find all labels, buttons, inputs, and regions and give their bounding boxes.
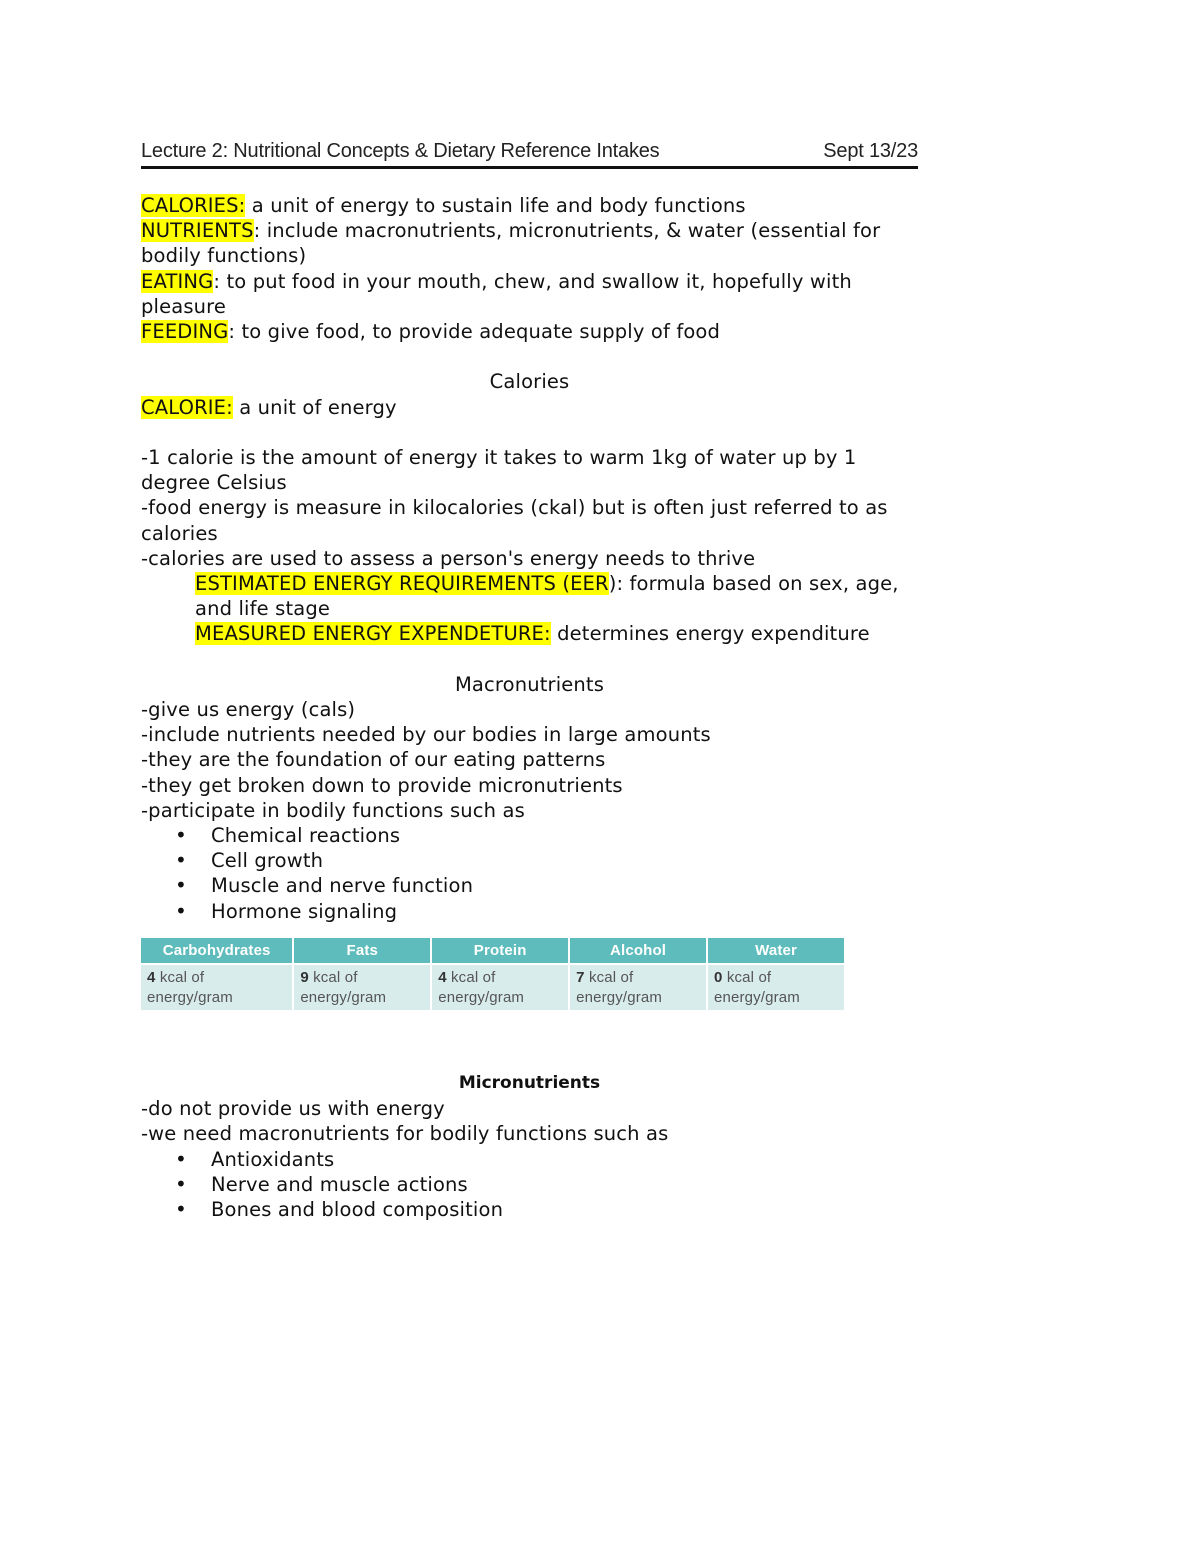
bullet-dot-icon: • xyxy=(175,1171,187,1196)
list-item: • Chemical reactions xyxy=(175,823,401,848)
table-header-cell: Alcohol xyxy=(570,938,706,965)
micro-bullet-list xyxy=(141,1147,918,1223)
table-cell: 9 kcal of energy/gram xyxy=(294,965,430,1010)
highlighted-term: NUTRIENTS xyxy=(141,219,254,243)
document-page xyxy=(141,140,918,1222)
definition-text: determines energy expenditure xyxy=(550,622,870,646)
highlighted-term: ESTIMATED ENERGY REQUIREMENTS (EER xyxy=(195,572,609,596)
section-heading-macronutrients: Macronutrients xyxy=(454,672,605,696)
bullet-dot-icon: • xyxy=(175,1197,187,1222)
micro-line: -we need macronutrients for bodily functions such as xyxy=(141,1122,669,1146)
macro-bullet-list xyxy=(141,823,918,924)
list-item: • Bones and blood composition xyxy=(175,1197,504,1222)
highlighted-term: FEEDING xyxy=(141,320,229,344)
definition-text: a unit of energy to sustain life and body functions xyxy=(245,194,746,217)
macro-line: -they get broken down to provide micronutrients xyxy=(141,773,623,797)
bullet-dot-icon: • xyxy=(175,823,187,848)
definition-calories xyxy=(141,193,918,218)
section-heading-micronutrients: Micronutrients xyxy=(458,1073,601,1094)
list-item: • Cell growth xyxy=(175,848,324,873)
definition-text: a unit of energy xyxy=(232,395,397,419)
mee-definition xyxy=(141,621,918,646)
lecture-title: Lecture 2: Nutritional Concepts & Dietary Reference Intakes xyxy=(141,140,660,162)
table-header-cell: Fats xyxy=(294,938,430,965)
definition-text: ): formula based on sex, age, and life stage xyxy=(195,572,899,621)
micro-line: -do not provide us with energy xyxy=(141,1097,445,1121)
macro-line: -they are the foundation of our eating patterns xyxy=(141,748,606,772)
calorie-fact-line: -1 calorie is the amount of energy it takes to warm 1kg of water up by 1 degree Celsius xyxy=(141,446,857,495)
list-item: • Nerve and muscle actions xyxy=(175,1171,468,1196)
table-cell: 4 kcal of energy/gram xyxy=(141,965,292,1010)
table-row xyxy=(141,965,844,1010)
bullet-dot-icon: • xyxy=(175,848,187,873)
table-header-cell: Water xyxy=(708,938,844,965)
definition-text: : include macronutrients, micronutrients, & water (essential for bodily functions) xyxy=(141,219,881,268)
highlighted-term: EATING xyxy=(141,269,214,293)
page-header xyxy=(141,140,918,169)
document-body xyxy=(141,193,918,1222)
lecture-date: Sept 13/23 xyxy=(823,140,918,162)
bullet-dot-icon: • xyxy=(175,1146,187,1171)
highlighted-term: CALORIE: xyxy=(141,395,233,419)
list-item: • Antioxidants xyxy=(175,1146,335,1171)
calorie-fact-line: -calories are used to assess a person's energy needs to thrive xyxy=(141,546,756,570)
definition-text: : to give food, to provide adequate supply of food xyxy=(228,320,721,344)
definition-calorie xyxy=(141,395,918,420)
macro-line: -include nutrients needed by our bodies in large amounts xyxy=(141,723,711,747)
macro-line: -participate in bodily functions such as xyxy=(141,798,525,822)
definition-nutrients xyxy=(141,218,918,268)
macro-line: -give us energy (cals) xyxy=(141,698,356,722)
energy-per-gram-table xyxy=(139,938,846,1010)
table-cell: 7 kcal of energy/gram xyxy=(570,965,706,1010)
eer-definition xyxy=(141,571,918,621)
table-cell: 4 kcal of energy/gram xyxy=(432,965,568,1010)
bullet-dot-icon: • xyxy=(175,873,187,898)
table-header-row xyxy=(141,938,844,965)
bullet-dot-icon: • xyxy=(175,898,187,923)
highlighted-term: CALORIES: xyxy=(141,194,246,217)
table-cell: 0 kcal of energy/gram xyxy=(708,965,844,1010)
highlighted-term: MEASURED ENERGY EXPENDETURE: xyxy=(195,622,551,646)
definition-feeding xyxy=(141,319,918,344)
list-item: • Muscle and nerve function xyxy=(175,873,474,898)
definition-text: : to put food in your mouth, chew, and swallow it, hopefully with pleasure xyxy=(141,269,852,318)
section-heading-calories: Calories xyxy=(489,370,570,394)
table-header-cell: Protein xyxy=(432,938,568,965)
list-item: • Hormone signaling xyxy=(175,898,398,923)
definition-eating xyxy=(141,269,918,319)
calorie-fact-line: -food energy is measure in kilocalories (ckal) but is often just referred to as calories xyxy=(141,496,888,545)
table-header-cell: Carbohydrates xyxy=(141,938,292,965)
